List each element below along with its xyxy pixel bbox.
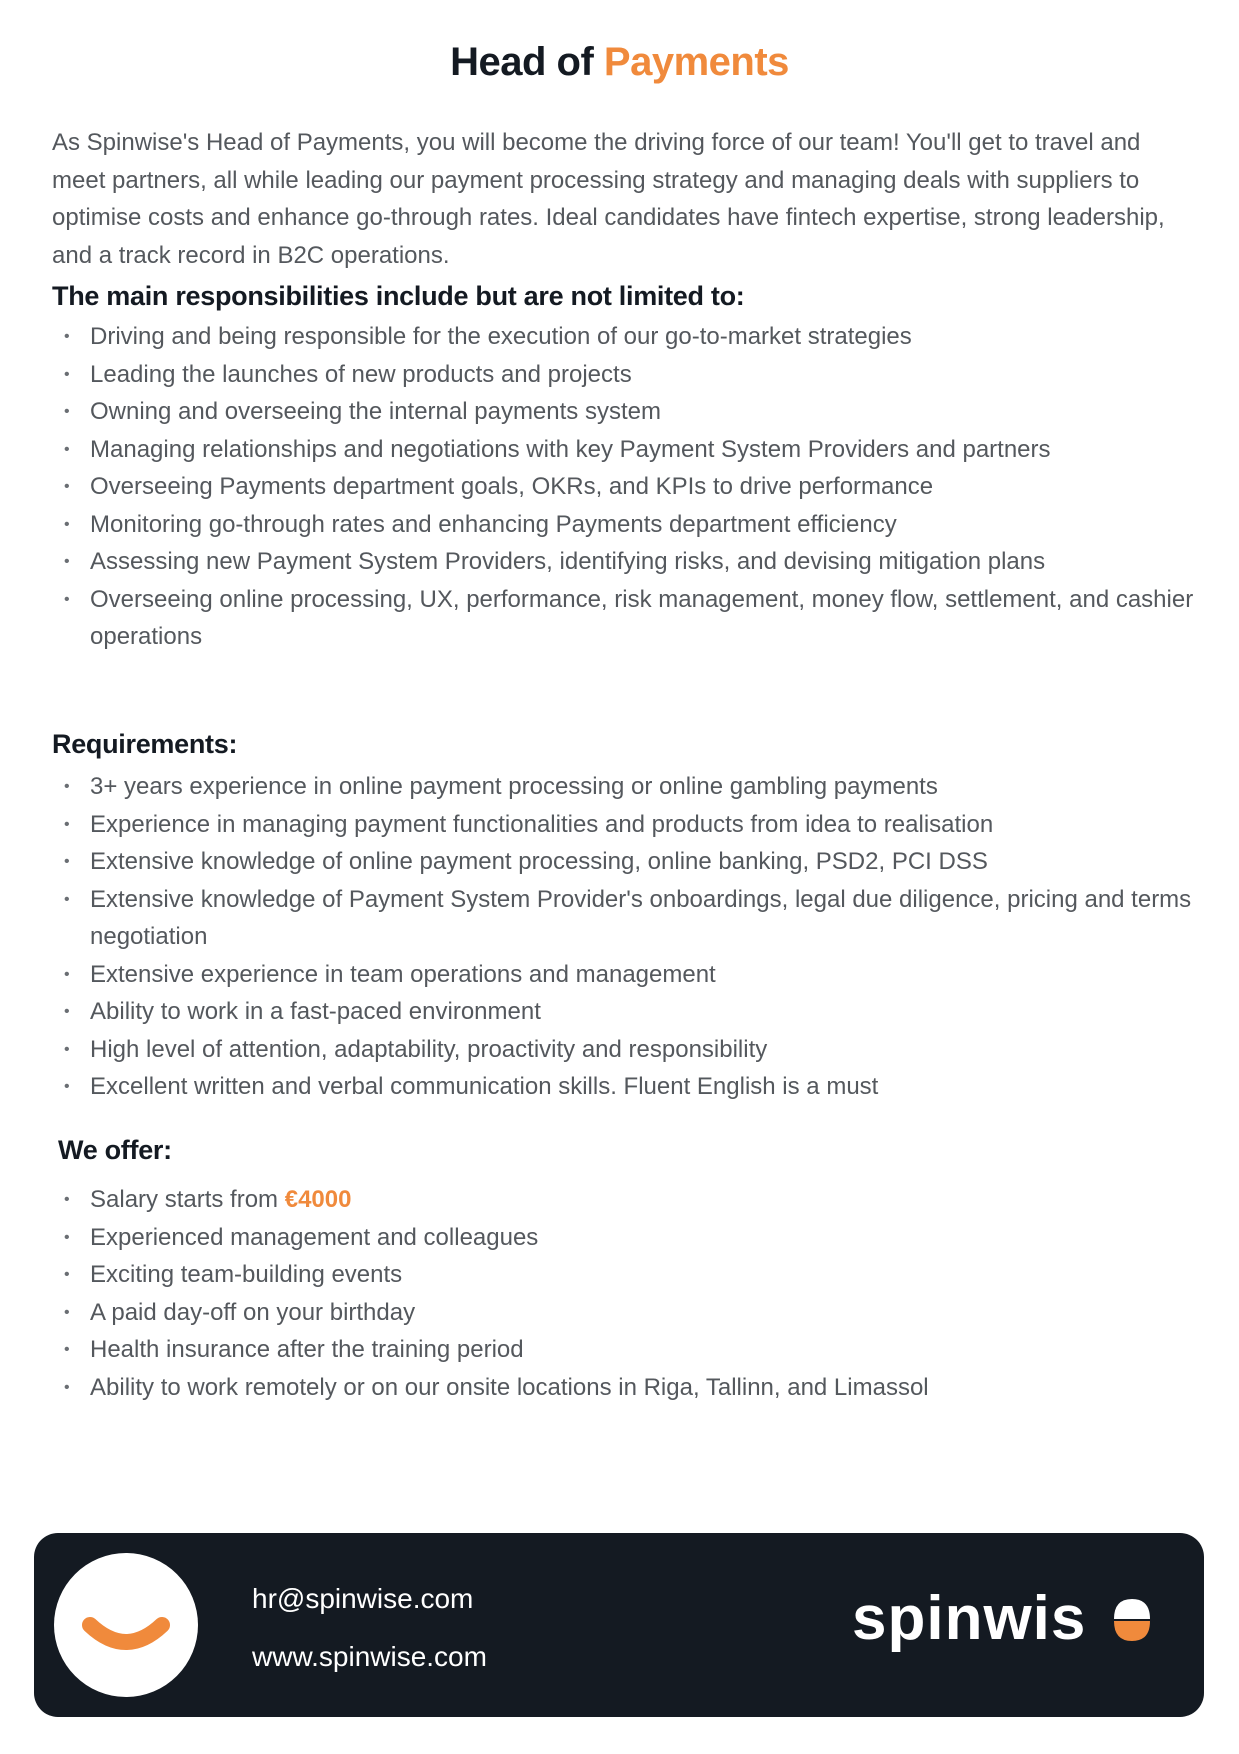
list-item: • Managing relationships and negotiations with key Payment System Providers and partners [60,431,1200,469]
page-title [0,40,1239,85]
smile-badge [54,1553,198,1697]
list-item: • Driving and being responsible for the execution of our go-to-market strategies [60,318,1200,356]
list-item: • Monitoring go-through rates and enhancing Payments department efficiency [60,506,1200,544]
spinwise-logo [852,1587,1162,1659]
list-item: • Overseeing Payments department goals, OKRs, and KPIs to drive performance [60,468,1200,506]
responsibilities-heading: The main responsibilities include but are not limited to: [52,281,745,311]
contact-footer [34,1533,1204,1717]
list-item: • 3+ years experience in online payment processing or online gambling payments [60,768,1200,806]
logo-text: spinwis [852,1587,1087,1653]
smile-icon [54,1553,198,1697]
list-item: • Health insurance after the training period [60,1331,1200,1369]
title-accent: Payments [603,40,789,84]
list-item: • Extensive knowledge of Payment System Provider's onboardings, legal due diligence, pricing and terms negotiation [60,881,1200,956]
list-item: • Extensive knowledge of online payment processing, online banking, PSD2, PCI DSS [60,843,1200,881]
title-main: Head of [450,40,594,84]
list-item: • Ability to work remotely or on our onsite locations in Riga, Tallinn, and Limassol [60,1369,1200,1407]
offer-list [60,1181,1200,1406]
list-item: • Exciting team-building events [60,1256,1200,1294]
responsibilities-list [60,318,1200,656]
list-item: • Experienced management and colleagues [60,1219,1200,1257]
list-item: • High level of attention, adaptability, proactivity and responsibility [60,1031,1200,1069]
intro-paragraph: As Spinwise's Head of Payments, you will become the driving force of our team! You'll get to travel and meet partners, all while leading our payment processing strategy and managing deals with suppliers to optimise costs and enhance go-through rates. Ideal candidates have fintech expertise, strong leadership, and a track record in B2C operations. [52,129,1165,269]
email-link[interactable]: hr@spinwise.com [252,1583,474,1614]
salary-amount: €4000 [284,1186,352,1213]
website-link[interactable]: www.spinwise.com [252,1641,487,1672]
salary-prefix: Salary starts from [90,1186,279,1213]
list-item: • Assessing new Payment System Providers, identifying risks, and devising mitigation plans [60,543,1200,581]
offer-heading: We offer: [58,1135,172,1165]
salary-item [60,1181,1200,1219]
list-item: • Owning and overseeing the internal payments system [60,393,1200,431]
list-item: • Extensive experience in team operations and management [60,956,1200,994]
requirements-heading: Requirements: [52,729,238,759]
requirements-list [60,768,1200,1106]
list-item: • A paid day-off on your birthday [60,1294,1200,1332]
list-item: • Excellent written and verbal communication skills. Fluent English is a must [60,1068,1200,1106]
list-item: • Ability to work in a fast-paced environment [60,993,1200,1031]
list-item: • Overseeing online processing, UX, performance, risk management, money flow, settlement, and cashier operations [60,581,1200,656]
list-item: • Experience in managing payment functionalities and products from idea to realisation [60,806,1200,844]
list-item: • Leading the launches of new products and projects [60,356,1200,394]
